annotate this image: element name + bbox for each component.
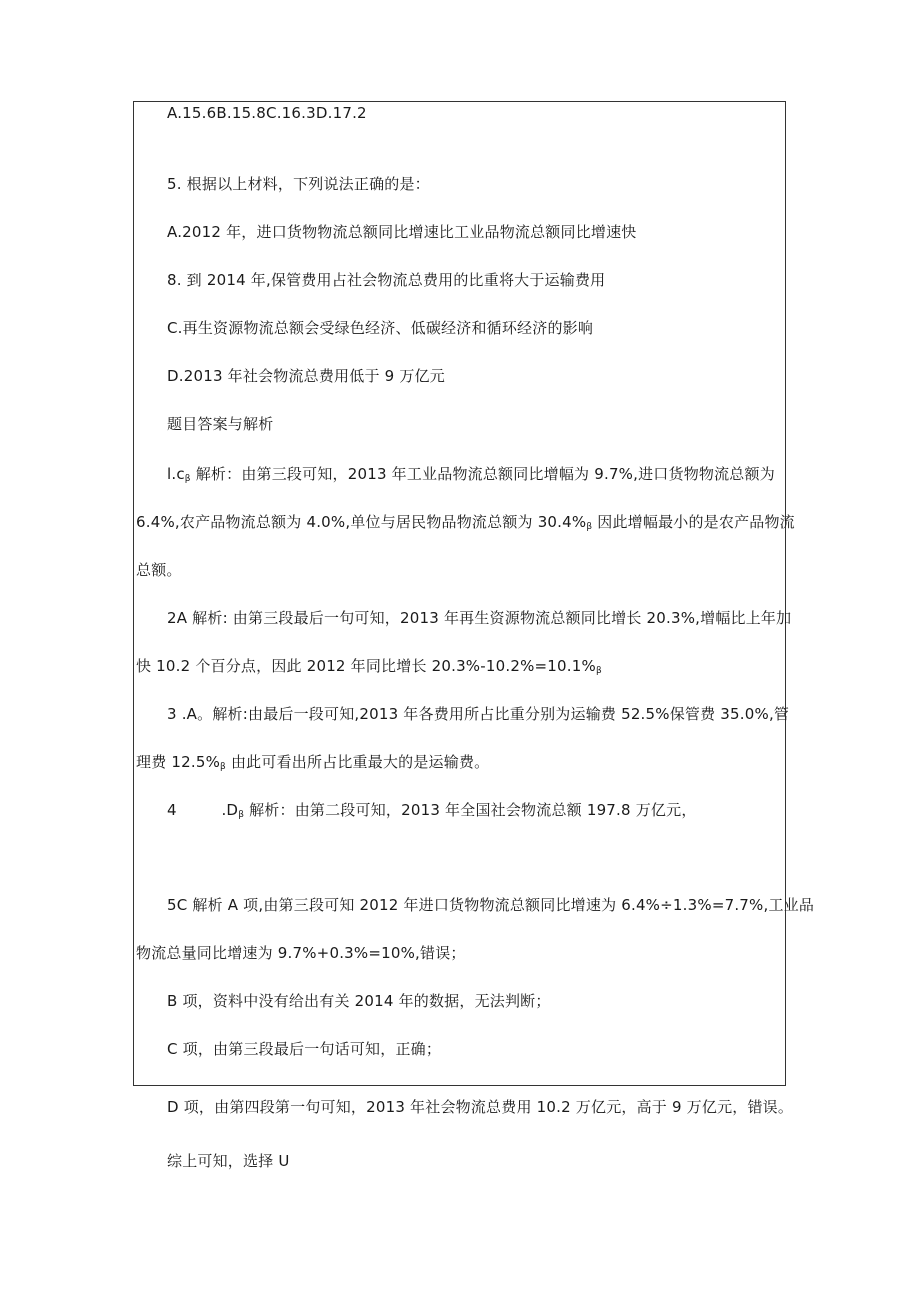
question-5-option-c: C.再生资源物流总额会受绿色经济、低碳经济和循环经济的影响 bbox=[167, 319, 594, 337]
explanation-2-line-2: 快 10.2 个百分点，因此 2012 年同比增长 $20.3\%-10.2\%=10.1\%_\beta$ bbox=[136, 657, 602, 676]
explanation-5-line-1: 5C 解析 A 项,由第三段可知 2012 年进口货物物流总额同比增速为 6.4%÷1.3%=7.7%,工业品 bbox=[167, 896, 815, 914]
explanation-5-item-b: B 项，资料中没有给出有关 2014 年的数据，无法判断； bbox=[167, 992, 551, 1010]
explanation-1-line-3: 总额。 bbox=[136, 561, 182, 579]
explanation-5-item-c: C 项，由第三段最后一句话可知，正确； bbox=[167, 1040, 442, 1058]
question-5-option-a: A.2012 年，进口货物物流总额同比增速比工业品物流总额同比增速快 bbox=[167, 223, 637, 241]
question-5-option-d: D.2013 年社会物流总费用低于 9 万亿元 bbox=[167, 367, 445, 385]
question-5-option-b: 8. 到 2014 年,保管费用占社会物流总费用的比重将大于运输费用 bbox=[167, 271, 606, 289]
explanation-2-line-1: 2A 解析: 由第三段最后一句可知，2013 年再生资源物流总额同比增长 20.3%,增幅比上年加 bbox=[167, 609, 792, 627]
explanation-1-line-2: 6.4%,农产品物流总额为 4.0%,单位与居民物品物流总额为 $30.4\%_\beta$ 因此增幅最小的是农产品物流 bbox=[136, 513, 795, 532]
explanation-4-line-1: 4 $.D_\beta$ 解析：由第二段可知，2013 年全国社会物流总额 197.8 万亿元， bbox=[167, 801, 697, 820]
explanation-3-line-1: 3 .A。解析:由最后一段可知,2013 年各费用所占比重分别为运输费 52.5%保管费 35.0%,管 bbox=[167, 705, 790, 723]
answer-options-q4: A.15.6B.15.8C.16.3D.17.2 bbox=[167, 104, 367, 122]
explanation-1-line-1: $l.c_\beta$ 解析：由第三段可知，2013 年工业品物流总额同比增幅为 9.7%,进口货物物流总额为 bbox=[167, 465, 775, 484]
table-frame bbox=[133, 101, 786, 1086]
explanation-5-item-d: D 项，由第四段第一句可知，2013 年社会物流总费用 10.2 万亿元，高于 9 万亿元，错误。 bbox=[167, 1098, 794, 1116]
conclusion: 综上可知，选择 U bbox=[167, 1152, 290, 1170]
explanation-5-line-2: 物流总量同比增速为 9.7%+0.3%=10%,错误； bbox=[136, 944, 466, 962]
explanation-3-line-2: 理费 $12.5\%_\beta$ 由此可看出所占比重最大的是运输费。 bbox=[136, 753, 490, 772]
answers-heading: 题目答案与解析 bbox=[167, 415, 274, 433]
question-5-stem: 5. 根据以上材料，下列说法正确的是： bbox=[167, 175, 430, 193]
